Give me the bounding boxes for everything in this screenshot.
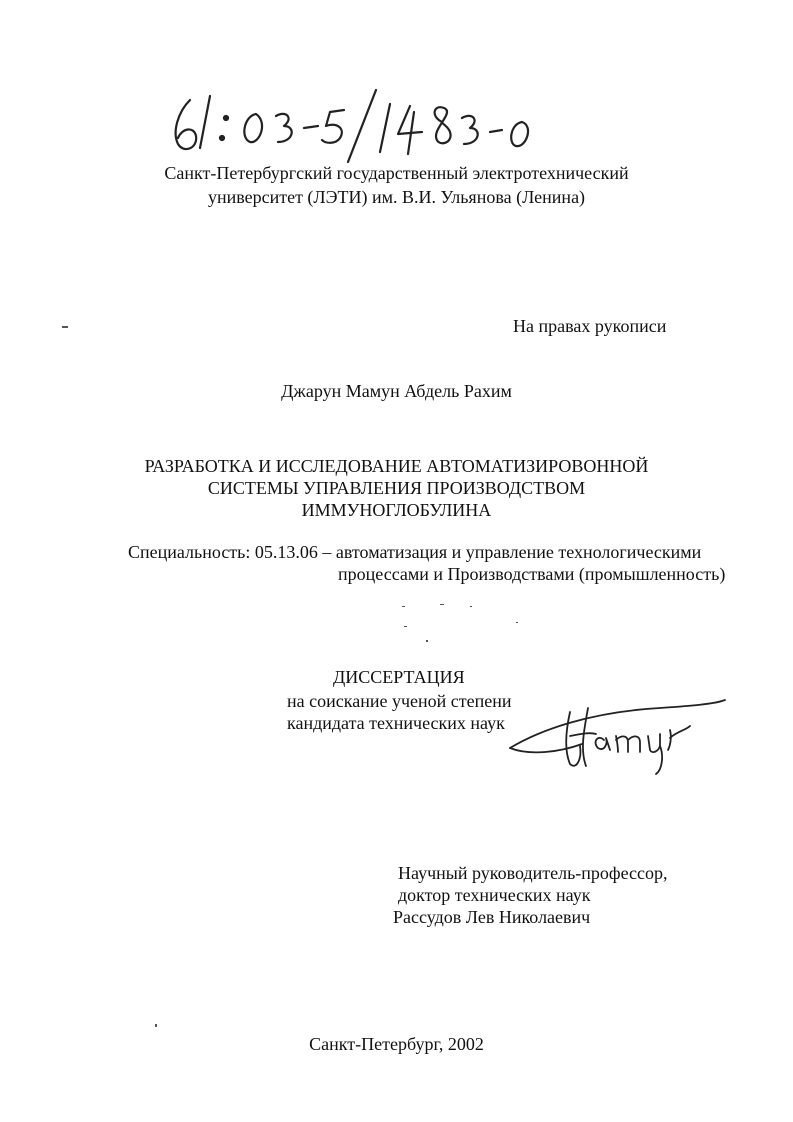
scan-speck (62, 326, 68, 328)
scan-speck (516, 622, 518, 623)
specialty-line-2: процессами и Производствами (промышленность) (338, 564, 726, 584)
manuscript-note: На правах рукописи (513, 316, 667, 336)
title-line-2: СИСТЕМЫ УПРАВЛЕНИЯ ПРОИЗВОДСТВОМ (207, 478, 586, 498)
handwritten-archive-number (160, 82, 540, 172)
specialty-line-1: Специальность: 05.13.06 – автоматизация и управление технологическими (128, 542, 702, 562)
institution-line-2: университет (ЛЭТИ) им. В.И. Ульянова (Ленина) (207, 187, 586, 207)
scan-speck (155, 1024, 157, 1027)
supervisor-line-2: доктор технических наук (398, 885, 591, 905)
scan-speck (470, 606, 472, 607)
author-name: Джарун Мамун Абдель Рахим (281, 381, 512, 401)
dissertation-line-2: кандидата технических наук (287, 713, 505, 733)
city-year-footer: Санкт-Петербург, 2002 (309, 1034, 484, 1054)
scan-speck (404, 626, 407, 627)
institution-line-1: Санкт-Петербургский государственный электротехнический (164, 163, 629, 183)
dissertation-line-1: на соискание ученой степени (287, 691, 512, 711)
scan-speck (440, 604, 444, 605)
supervisor-line-3: Рассудов Лев Николаевич (393, 907, 591, 927)
supervisor-line-1: Научный руководитель-профессор, (398, 863, 668, 883)
dissertation-heading: ДИССЕРТАЦИЯ (333, 667, 465, 687)
title-line-1: РАЗРАБОТКА И ИССЛЕДОВАНИЕ АВТОМАТИЗИРОВОННОЙ (144, 456, 649, 476)
scan-speck (402, 606, 405, 607)
scan-speck (426, 640, 428, 642)
title-line-3: ИММУНОГЛОБУЛИНА (301, 500, 492, 520)
author-signature (500, 690, 730, 780)
